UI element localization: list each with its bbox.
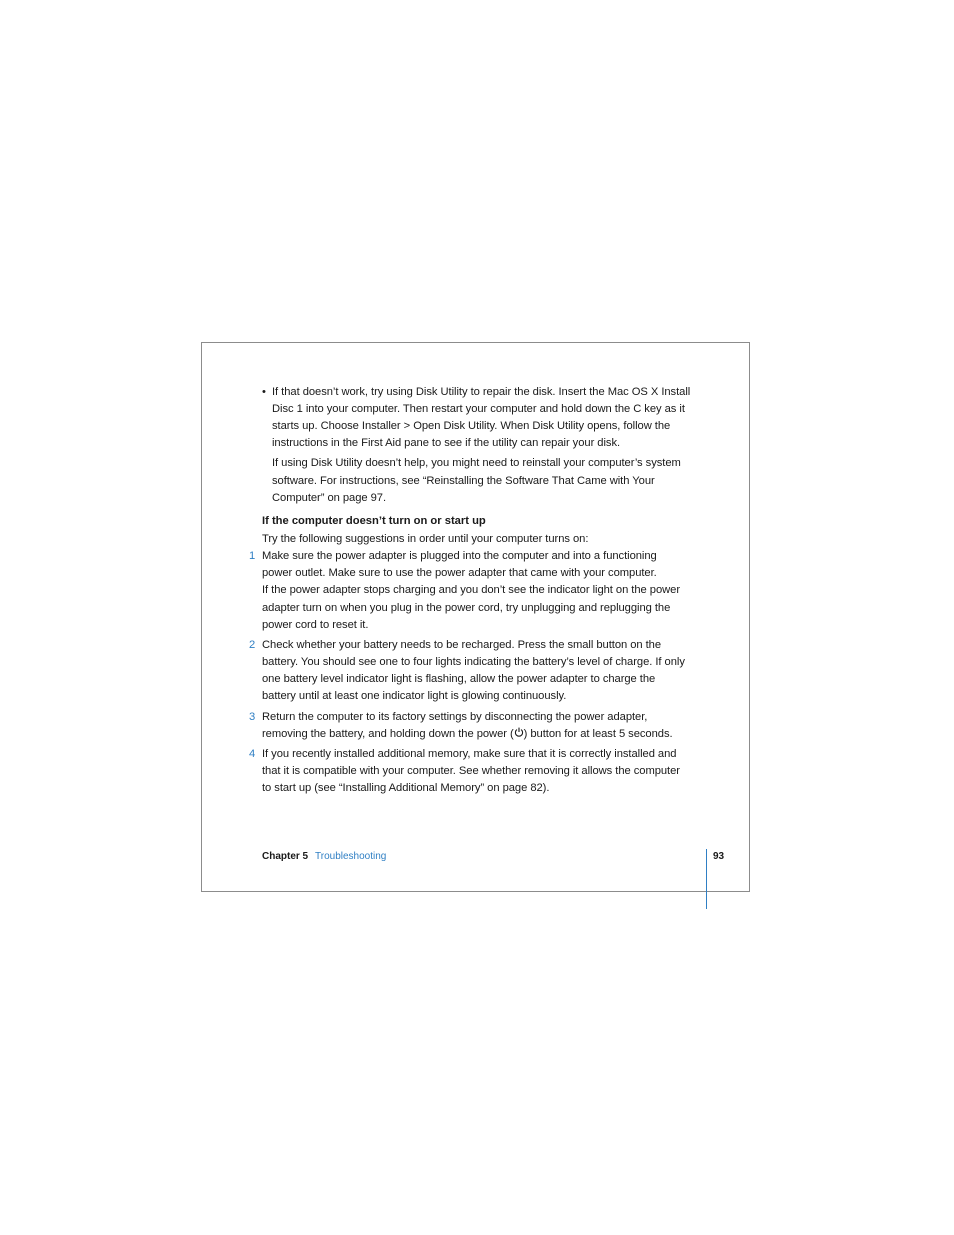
bullet-line: If that doesn’t work, try using Disk Utility to repair the disk. Insert the Mac OS X Install: [272, 386, 691, 398]
footer-chapter: Chapter 5: [262, 851, 309, 862]
step-line: power cord to reset it.: [262, 619, 369, 631]
bullet-marker: •: [262, 386, 266, 398]
step-line: Return the computer to its factory settings by disconnecting the power adapter,: [262, 711, 648, 723]
bullet-line: starts up. Choose Installer > Open Disk Utility. When Disk Utility opens, follow the: [272, 420, 671, 432]
page-number: 93: [713, 851, 725, 862]
bullet-followup-line: If using Disk Utility doesn’t help, you might need to reinstall your computer’s system: [272, 457, 681, 469]
step-number: 4: [249, 748, 256, 760]
step-line: to start up (see “Installing Additional Memory” on page 82).: [262, 782, 550, 794]
bullet-line: Disc 1 into your computer. Then restart your computer and hold down the C key as it: [272, 403, 685, 415]
step-number: 2: [249, 639, 256, 651]
bullet-followup-line: software. For instructions, see “Reinstalling the Software That Came with Your: [272, 475, 655, 487]
footer-section-title: Troubleshooting: [315, 851, 387, 862]
step-line: battery until at least one indicator light is glowing continuously.: [262, 690, 567, 702]
step-line-after-icon: ) button for at least 5 seconds.: [523, 728, 673, 740]
bullet-followup-line: Computer” on page 97.: [272, 492, 387, 504]
step-line: Check whether your battery needs to be recharged. Press the small button on the: [262, 639, 662, 651]
section-intro: Try the following suggestions in order until your computer turns on:: [262, 533, 589, 545]
step-line: Make sure the power adapter is plugged into the computer and into a functioning: [262, 550, 657, 562]
step-number: 1: [249, 550, 256, 562]
step-line: battery. You should see one to four lights indicating the battery’s level of charge. If only: [262, 656, 685, 668]
bullet-line: instructions in the First Aid pane to see if the utility can repair your disk.: [272, 437, 621, 449]
step-line: that it is compatible with your computer. See whether removing it allows the computer: [262, 765, 680, 777]
power-icon: [514, 727, 524, 744]
step-line: If the power adapter stops charging and you don’t see the indicator light on the power: [262, 584, 680, 596]
section-heading: If the computer doesn’t turn on or start up: [262, 515, 486, 527]
footer-divider: [706, 849, 707, 909]
step-line: adapter turn on when you plug in the power cord, try unplugging and replugging the: [262, 602, 671, 614]
step-number: 3: [249, 711, 256, 723]
step-line: one battery level indicator light is flashing, allow the power adapter to charge the: [262, 673, 656, 685]
step-line: If you recently installed additional memory, make sure that it is correctly installed and: [262, 748, 677, 760]
step-line-with-icon: [262, 726, 673, 744]
step-line-before-icon: removing the battery, and holding down the power (: [262, 728, 514, 740]
step-line: power outlet. Make sure to use the power adapter that came with your computer.: [262, 567, 657, 579]
